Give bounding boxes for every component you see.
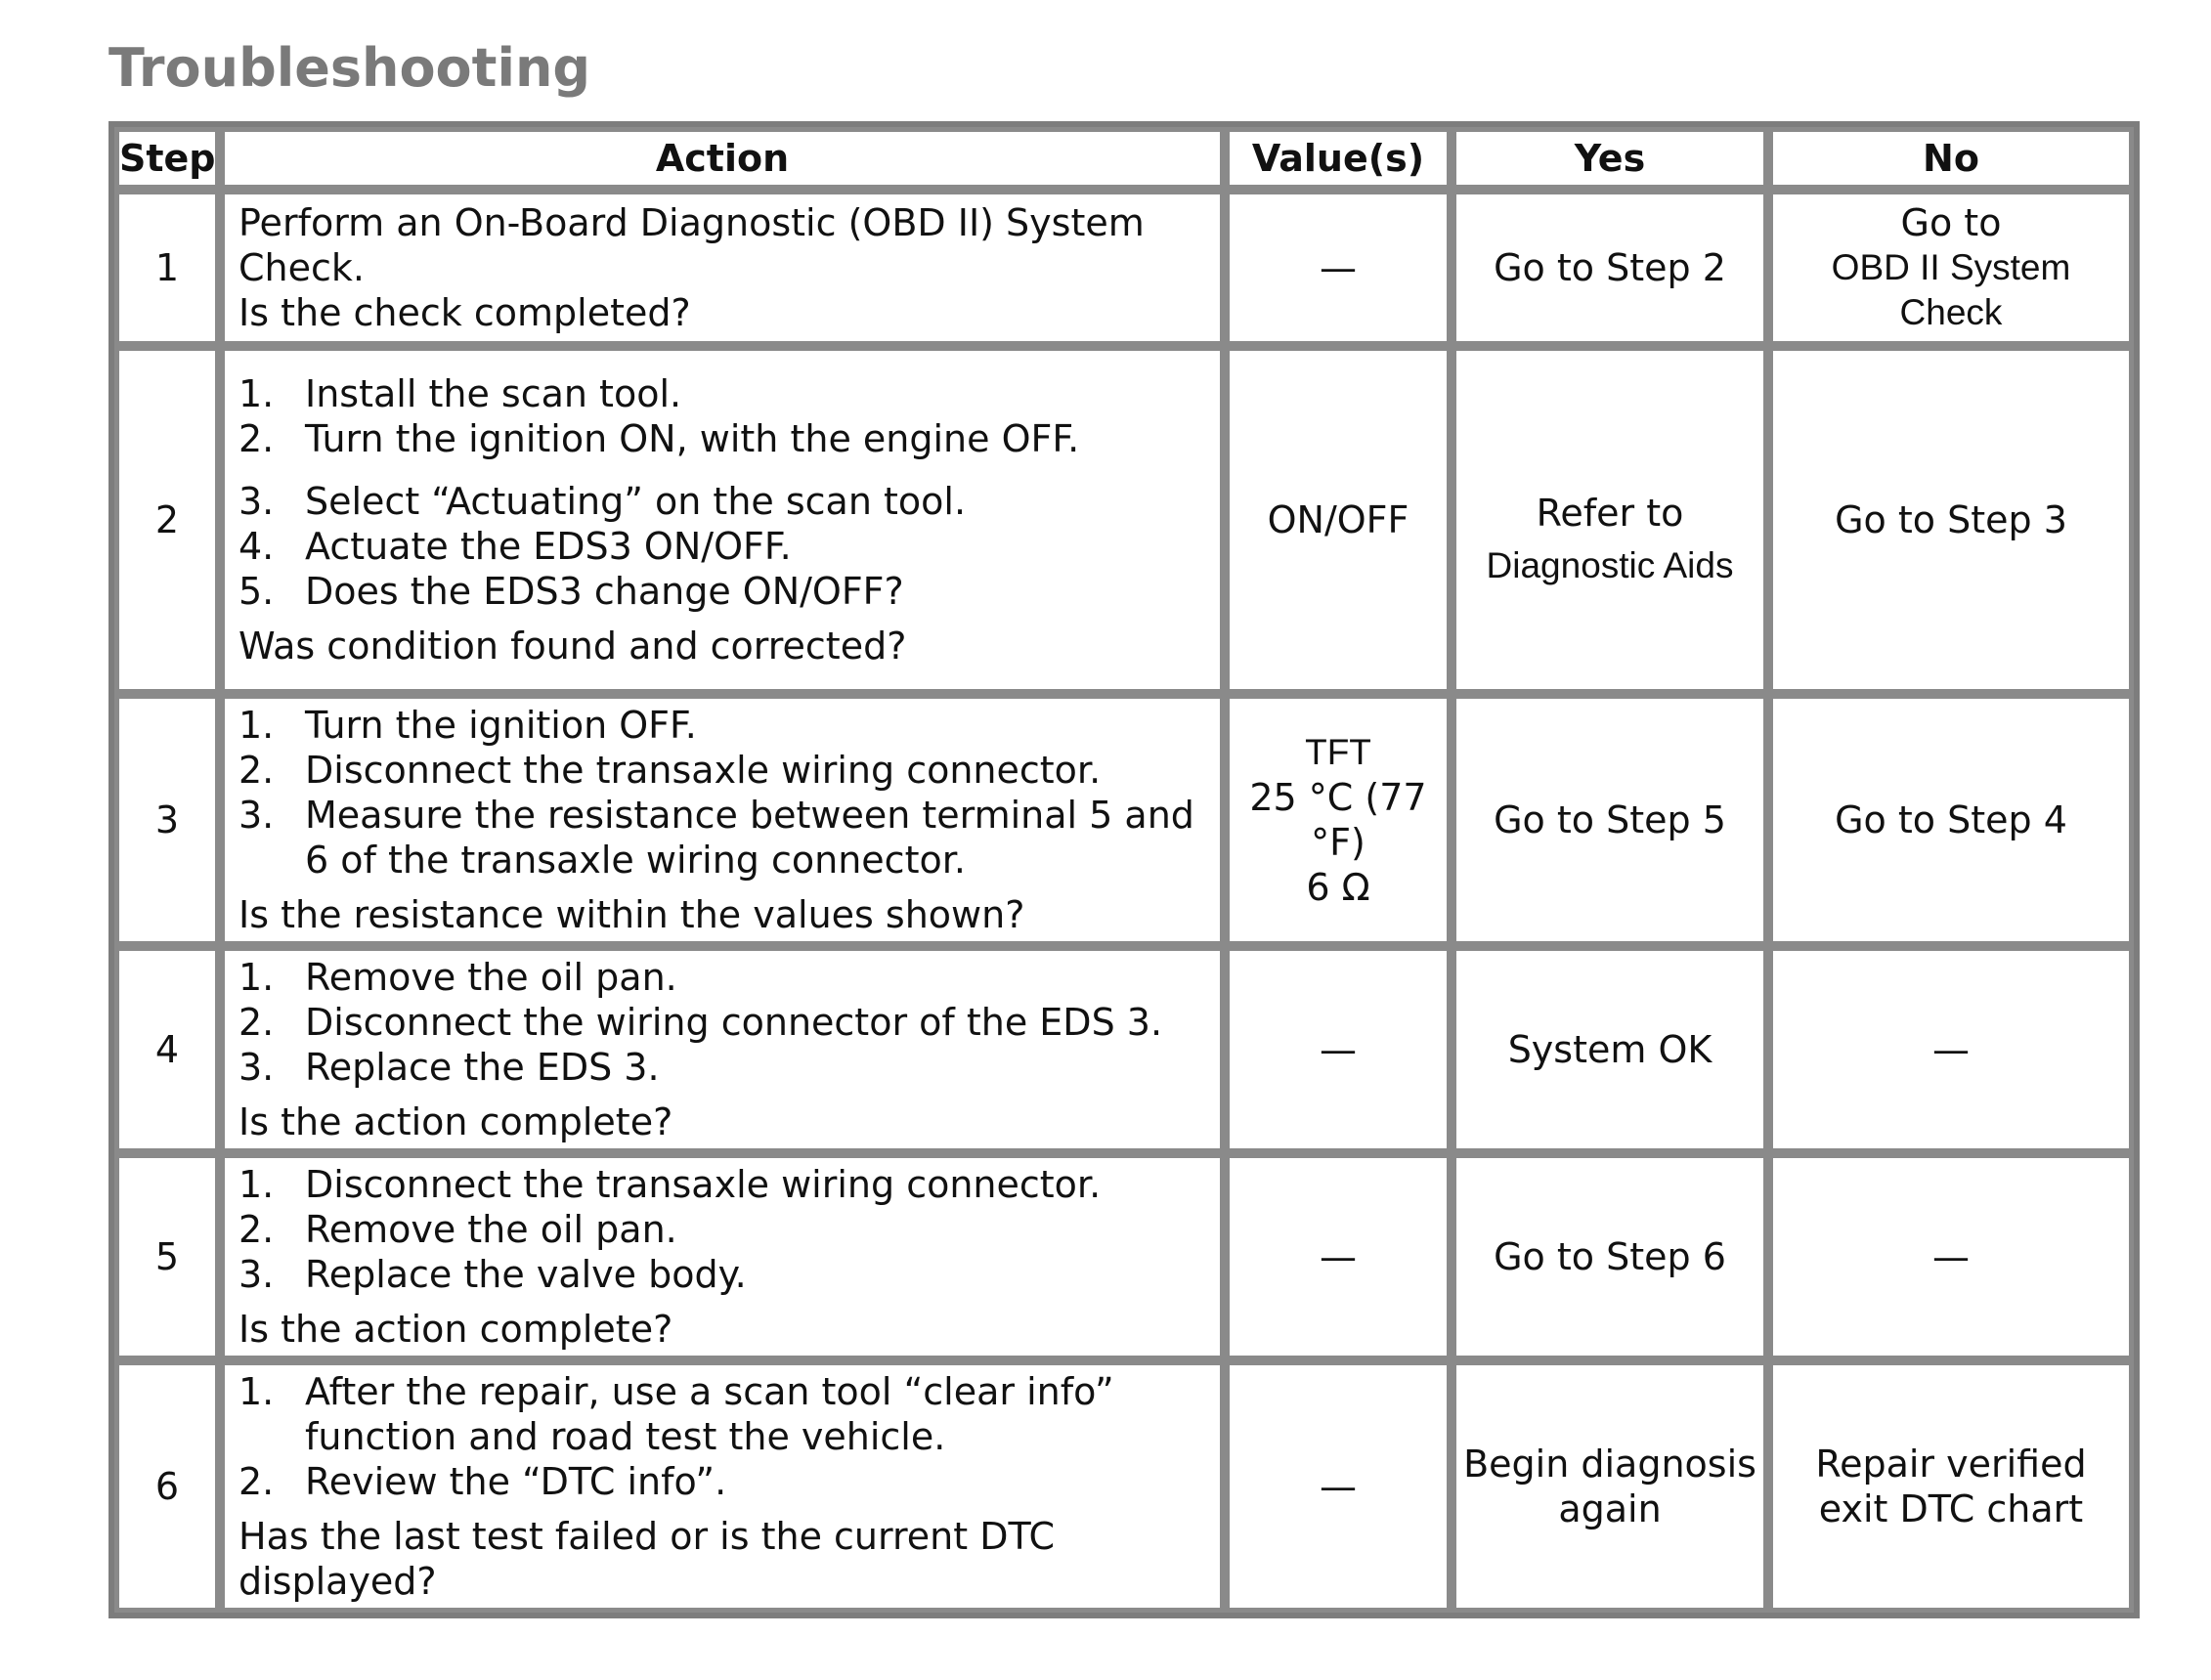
list-item: 1. After the repair, use a scan tool “clear info” function and road test the vehicle. [238, 1370, 1114, 1458]
no-text: Go to [1900, 201, 2002, 244]
list-item: 5. Does the EDS3 change ON/OFF? [238, 570, 904, 613]
values-text: 6 Ω [1306, 866, 1370, 909]
list-item: 1. Turn the ignition OFF. [238, 704, 697, 747]
action-list [238, 1369, 1206, 1504]
yes-text: Refer to [1536, 492, 1684, 535]
action-list [238, 371, 1206, 461]
step-number: 2 [114, 346, 220, 694]
action-cell [220, 694, 1225, 946]
header-row [114, 127, 2134, 190]
no-cell: — [1768, 1153, 2134, 1360]
list-item: 2. Turn the ignition ON, with the engine OFF. [238, 417, 1080, 460]
values-text: °F) [1311, 821, 1366, 864]
troubleshooting-table [108, 121, 2140, 1618]
action-question: Has the last test failed or is the current DTC displayed? [238, 1515, 1055, 1603]
action-cell [220, 946, 1225, 1153]
no-cell: Go to Step 4 [1768, 694, 2134, 946]
action-question: Is the action complete? [238, 1100, 673, 1143]
action-list [238, 955, 1206, 1090]
list-item: 2. Disconnect the wiring connector of the EDS 3. [238, 1001, 1163, 1044]
values-cell: ON/OFF [1225, 346, 1452, 694]
table-row [114, 946, 2134, 1153]
action-question: Was condition found and corrected? [238, 625, 907, 668]
yes-cell: System OK [1452, 946, 1768, 1153]
values-cell: — [1225, 1153, 1452, 1360]
no-cell [1768, 190, 2134, 346]
table-row [114, 694, 2134, 946]
step-number: 6 [114, 1360, 220, 1613]
action-list [238, 1162, 1206, 1297]
list-item: 2. Review the “DTC info”. [238, 1460, 727, 1503]
list-item: 2. Remove the oil pan. [238, 1208, 677, 1251]
values-text: 25 °C (77 [1249, 776, 1427, 819]
action-question: Is the check completed? [238, 291, 691, 334]
values-cell: — [1225, 190, 1452, 346]
values-text: TFT [1305, 732, 1371, 772]
table-row [114, 1153, 2134, 1360]
list-item: 1. Remove the oil pan. [238, 956, 677, 999]
yes-text: Diagnostic Aids [1486, 545, 1734, 585]
list-item: 1. Install the scan tool. [238, 372, 682, 415]
list-item: 2. Disconnect the transaxle wiring connector. [238, 749, 1102, 792]
table-row [114, 346, 2134, 694]
list-item: 3. Measure the resistance between terminal 5 and 6 of the transaxle wiring connector. [238, 794, 1194, 882]
action-text: Perform an On-Board Diagnostic (OBD II) System [238, 201, 1145, 244]
header-yes: Yes [1452, 127, 1768, 190]
action-list [238, 479, 1206, 614]
no-cell: Go to Step 3 [1768, 346, 2134, 694]
header-action: Action [220, 127, 1225, 190]
yes-cell: Go to Step 6 [1452, 1153, 1768, 1360]
yes-cell [1452, 1360, 1768, 1613]
yes-cell: Go to Step 2 [1452, 190, 1768, 346]
values-cell: — [1225, 1360, 1452, 1613]
table-row [114, 1360, 2134, 1613]
step-number: 4 [114, 946, 220, 1153]
action-list [238, 703, 1206, 883]
action-text: Check. [238, 246, 365, 289]
action-cell [220, 1153, 1225, 1360]
action-question: Is the resistance within the values shown? [238, 893, 1025, 936]
page-title: Troubleshooting [108, 37, 591, 99]
no-text: OBD II System [1831, 247, 2071, 287]
yes-text: again [1558, 1487, 1662, 1530]
no-text: Check [1899, 292, 2003, 332]
no-text: Repair verified [1815, 1443, 2087, 1486]
no-cell [1768, 1360, 2134, 1613]
step-number: 5 [114, 1153, 220, 1360]
list-item: 3. Replace the valve body. [238, 1253, 747, 1296]
action-cell [220, 190, 1225, 346]
values-cell: — [1225, 946, 1452, 1153]
action-cell [220, 346, 1225, 694]
list-item: 1. Disconnect the transaxle wiring connector. [238, 1163, 1102, 1206]
step-number: 1 [114, 190, 220, 346]
yes-text: Begin diagnosis [1463, 1443, 1756, 1486]
header-no: No [1768, 127, 2134, 190]
list-item: 3. Replace the EDS 3. [238, 1046, 660, 1089]
action-question: Is the action complete? [238, 1308, 673, 1351]
values-cell [1225, 694, 1452, 946]
no-cell: — [1768, 946, 2134, 1153]
yes-cell: Go to Step 5 [1452, 694, 1768, 946]
list-item: 4. Actuate the EDS3 ON/OFF. [238, 525, 792, 568]
table-row [114, 190, 2134, 346]
list-item: 3. Select “Actuating” on the scan tool. [238, 480, 967, 523]
action-cell [220, 1360, 1225, 1613]
step-number: 3 [114, 694, 220, 946]
header-values: Value(s) [1225, 127, 1452, 190]
no-text: exit DTC chart [1818, 1487, 2084, 1530]
header-step: Step [114, 127, 220, 190]
yes-cell [1452, 346, 1768, 694]
